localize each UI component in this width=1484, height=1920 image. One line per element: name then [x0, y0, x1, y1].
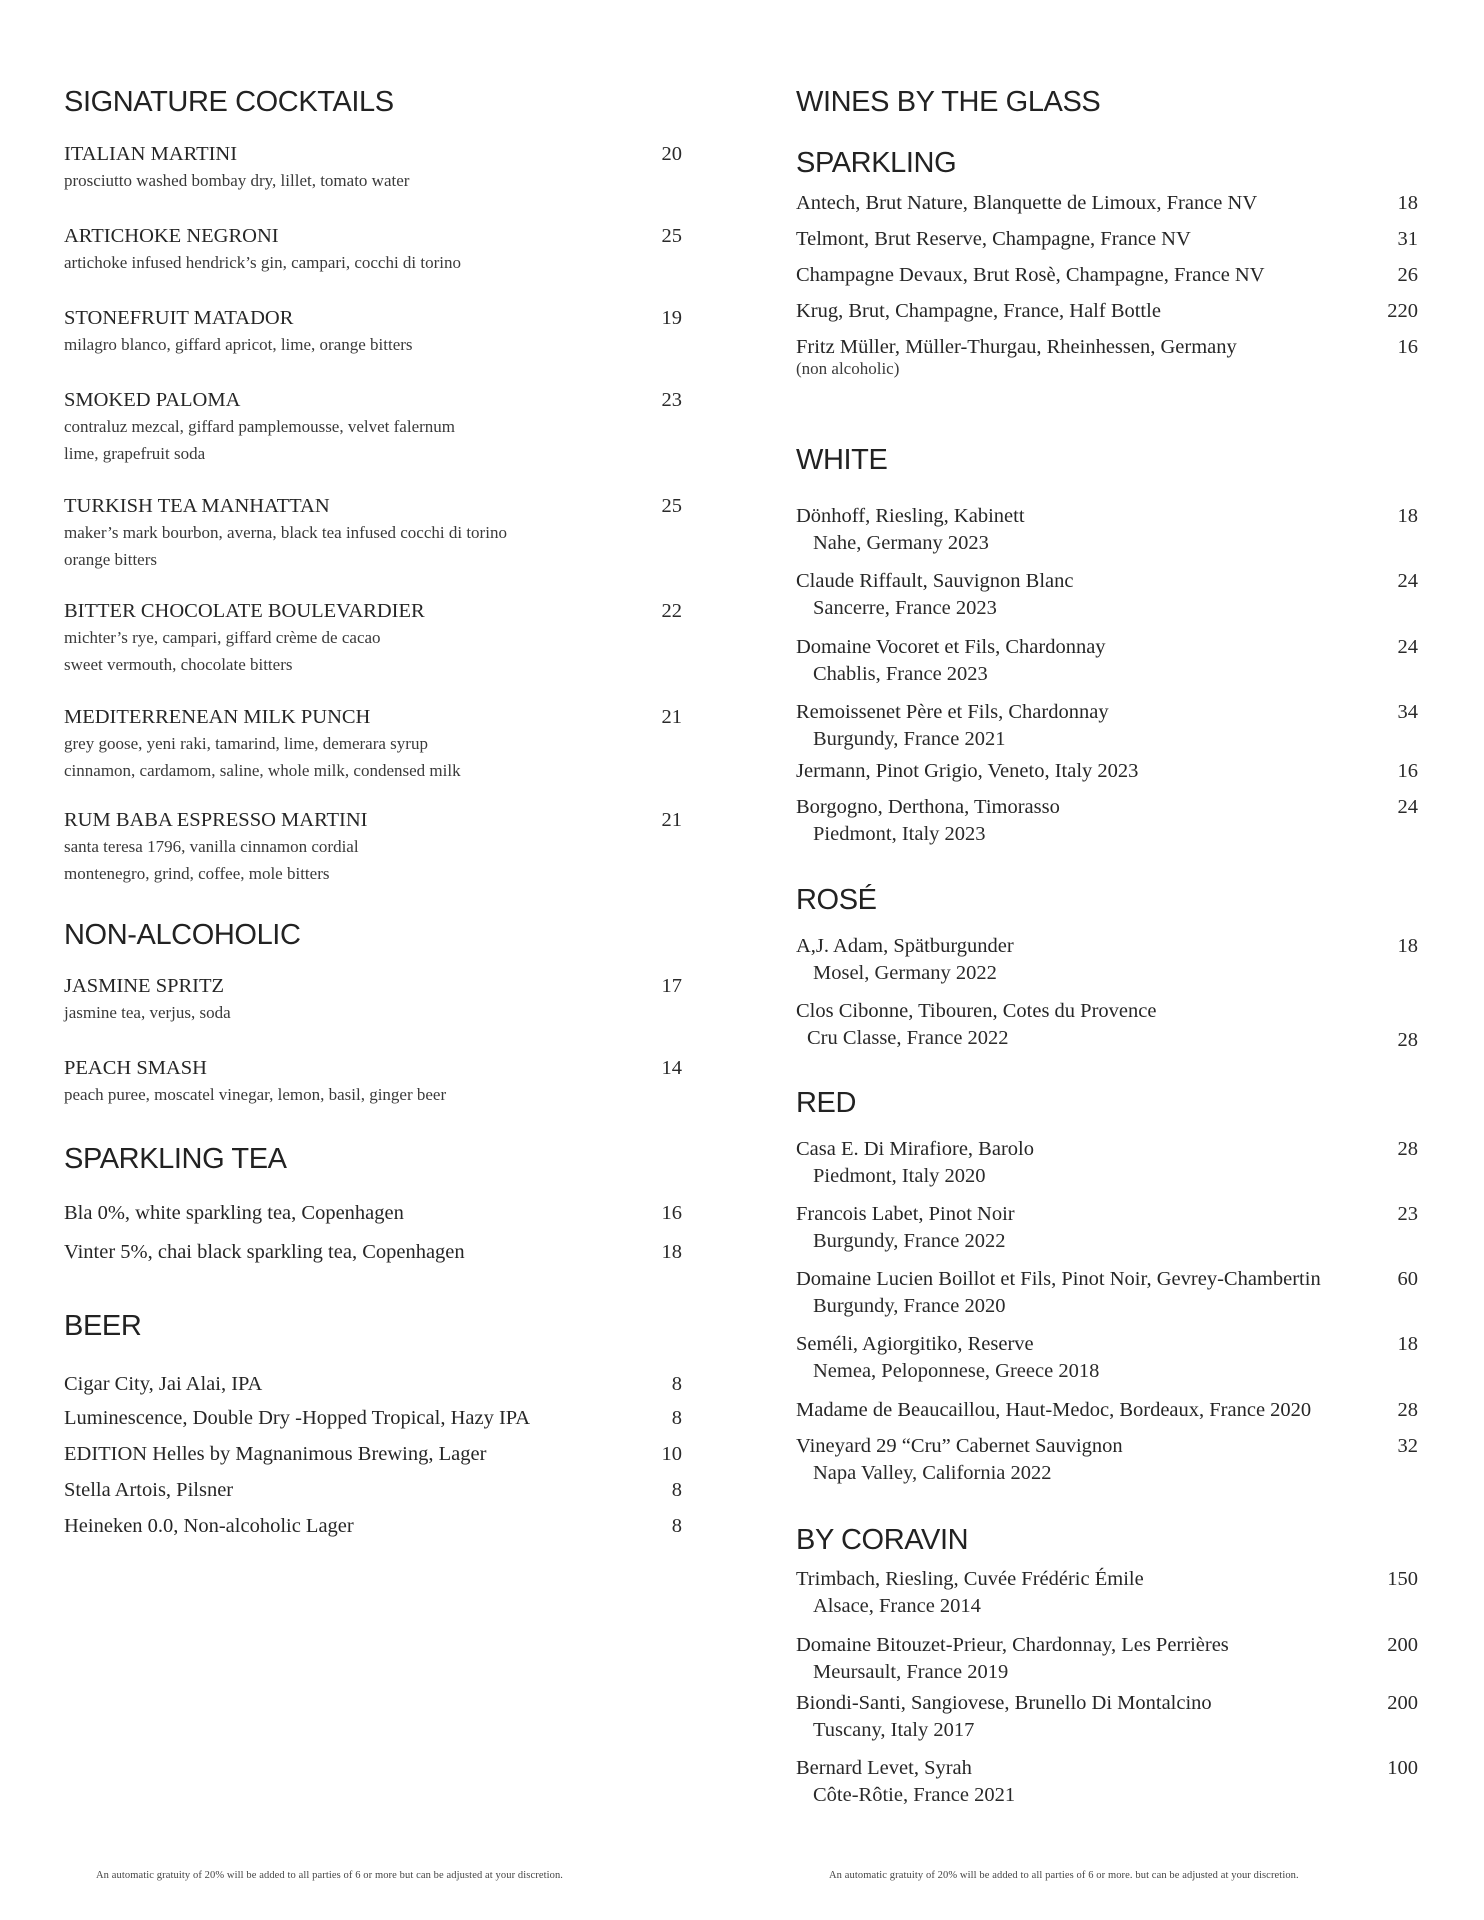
section-title-beer: BEER: [64, 1310, 142, 1342]
item-name: Domaine Bitouzet-Prieur, Chardonnay, Les Perrières: [796, 1634, 1229, 1656]
item-price: 24: [1397, 570, 1418, 592]
item-name: Telmont, Brut Reserve, Champagne, France NV: [796, 228, 1191, 250]
item-price: 60: [1397, 1268, 1418, 1290]
item-name: Domaine Vocoret et Fils, Chardonnay: [796, 636, 1106, 658]
section-title-sparkling-tea: SPARKLING TEA: [64, 1143, 287, 1175]
section-title-sparkling: SPARKLING: [796, 147, 957, 179]
item-name: Vinter 5%, chai black sparkling tea, Copenhagen: [64, 1241, 465, 1263]
wine-item: [796, 1690, 1418, 1745]
item-region: Nemea, Peloponnese, Greece 2018: [813, 1360, 1100, 1382]
item-name: Clos Cibonne, Tibouren, Cotes du Provence: [796, 1000, 1157, 1022]
item-name: Remoissenet Père et Fils, Chardonnay: [796, 701, 1109, 723]
wine-item: [796, 634, 1418, 689]
item-region: Burgundy, France 2021: [813, 728, 1006, 750]
item-name: Domaine Lucien Boillot et Fils, Pinot Noir, Gevrey-Chambertin: [796, 1268, 1321, 1290]
item-price: 18: [661, 1241, 682, 1263]
cocktail-item: [64, 223, 682, 276]
item-name: Trimbach, Riesling, Cuvée Frédéric Émile: [796, 1568, 1144, 1590]
item-name: Stella Artois, Pilsner: [64, 1479, 234, 1501]
item-name: Luminescence, Double Dry -Hopped Tropical, Hazy IPA: [64, 1407, 531, 1429]
gratuity-note-right: An automatic gratuity of 20% will be added to all parties of 6 or more. but can be adjusted at your discretion.: [829, 1870, 1299, 1881]
beer-item: [64, 1513, 682, 1539]
cocktail-item: [64, 598, 682, 678]
item-price: 21: [661, 706, 682, 728]
item-description: orange bitters: [64, 550, 157, 569]
item-name: Bernard Levet, Syrah: [796, 1757, 972, 1779]
item-name: Dönhoff, Riesling, Kabinett: [796, 505, 1025, 527]
item-description: montenegro, grind, coffee, mole bitters: [64, 864, 330, 883]
item-price: 18: [1397, 935, 1418, 957]
item-price: 200: [1387, 1634, 1418, 1656]
item-price: 28: [1397, 1138, 1418, 1160]
item-name: A,J. Adam, Spätburgunder: [796, 935, 1014, 957]
item-region: Piedmont, Italy 2020: [813, 1165, 986, 1187]
item-name: TURKISH TEA MANHATTAN: [64, 495, 330, 517]
item-region: Burgundy, France 2022: [813, 1230, 1006, 1252]
item-price: 220: [1387, 300, 1418, 322]
item-name: Krug, Brut, Champagne, France, Half Bottle: [796, 300, 1161, 322]
section-title-white: WHITE: [796, 444, 888, 476]
item-price: 8: [671, 1515, 682, 1537]
item-name: Borgogno, Derthona, Timorasso: [796, 796, 1060, 818]
item-name: EDITION Helles by Magnanimous Brewing, Lager: [64, 1443, 487, 1465]
wine-item: [796, 334, 1418, 378]
item-price: 26: [1397, 264, 1418, 286]
item-price: 200: [1387, 1692, 1418, 1714]
item-name: Champagne Devaux, Brut Rosè, Champagne, France NV: [796, 264, 1265, 286]
item-description: cinnamon, cardamom, saline, whole milk, condensed milk: [64, 761, 461, 780]
section-title-by-coravin: BY CORAVIN: [796, 1524, 969, 1556]
cocktail-item: [64, 305, 682, 358]
item-description: maker’s mark bourbon, averna, black tea infused cocchi di torino: [64, 523, 507, 542]
item-price: 24: [1397, 636, 1418, 658]
item-price: 8: [671, 1407, 682, 1429]
wine-item: [796, 1201, 1418, 1256]
item-name: Heineken 0.0, Non-alcoholic Lager: [64, 1515, 354, 1537]
item-name: Claude Riffault, Sauvignon Blanc: [796, 570, 1074, 592]
item-price: 8: [671, 1479, 682, 1501]
item-price: 18: [1397, 505, 1418, 527]
beer-item: [64, 1371, 682, 1397]
item-name: Bla 0%, white sparkling tea, Copenhagen: [64, 1202, 404, 1224]
item-name: Seméli, Agiorgitiko, Reserve: [796, 1333, 1034, 1355]
item-price: 28: [1397, 1399, 1418, 1421]
item-description: contraluz mezcal, giffard pamplemousse, velvet falernum: [64, 417, 455, 436]
item-name: RUM BABA ESPRESSO MARTINI: [64, 809, 368, 831]
item-description: milagro blanco, giffard apricot, lime, orange bitters: [64, 335, 413, 354]
wine-item: [796, 568, 1418, 623]
item-price: 22: [661, 600, 682, 622]
item-region: Tuscany, Italy 2017: [813, 1719, 975, 1741]
item-price: 17: [661, 975, 682, 997]
wine-item: [796, 794, 1418, 849]
beer-item: [64, 1477, 682, 1503]
item-price: 21: [661, 809, 682, 831]
cocktail-item: [64, 704, 682, 784]
item-name: STONEFRUIT MATADOR: [64, 307, 294, 329]
item-name: ITALIAN MARTINI: [64, 143, 238, 165]
item-region: Mosel, Germany 2022: [813, 962, 997, 984]
wine-item: [796, 933, 1418, 988]
section-title-rose: ROSÉ: [796, 884, 877, 916]
item-description: grey goose, yeni raki, tamarind, lime, demerara syrup: [64, 734, 428, 753]
cocktail-item: [64, 141, 682, 194]
item-description: peach puree, moscatel vinegar, lemon, basil, ginger beer: [64, 1085, 447, 1104]
gratuity-note-left: An automatic gratuity of 20% will be added to all parties of 6 or more but can be adjusted at your discretion.: [96, 1870, 564, 1881]
item-region: Chablis, France 2023: [813, 663, 988, 685]
item-price: 24: [1397, 796, 1418, 818]
wine-item: [796, 998, 1418, 1053]
item-price: 25: [661, 225, 682, 247]
item-description: artichoke infused hendrick’s gin, campari, cocchi di torino: [64, 253, 462, 272]
item-region: Côte-Rôtie, France 2021: [813, 1784, 1016, 1806]
item-price: 16: [1397, 760, 1418, 782]
item-name: Madame de Beaucaillou, Haut-Medoc, Bordeaux, France 2020: [796, 1399, 1312, 1421]
wine-item: [796, 262, 1418, 288]
item-name: Francois Labet, Pinot Noir: [796, 1203, 1015, 1225]
item-region: Piedmont, Italy 2023: [813, 823, 986, 845]
item-price: 14: [661, 1057, 682, 1079]
sparkling-tea-item: [64, 1200, 682, 1226]
item-name: Biondi-Santi, Sangiovese, Brunello Di Montalcino: [796, 1692, 1212, 1714]
wine-item: [796, 758, 1418, 784]
item-price: 25: [661, 495, 682, 517]
wine-item: [796, 1331, 1418, 1386]
section-title-red: RED: [796, 1087, 857, 1119]
wine-item: [796, 226, 1418, 252]
item-region: Napa Valley, California 2022: [813, 1462, 1052, 1484]
item-name: Casa E. Di Mirafiore, Barolo: [796, 1138, 1034, 1160]
wine-item: [796, 1566, 1418, 1621]
item-description: lime, grapefruit soda: [64, 444, 206, 463]
item-region: Sancerre, France 2023: [813, 597, 997, 619]
item-name: Fritz Müller, Müller-Thurgau, Rheinhessen, Germany: [796, 336, 1237, 358]
item-name: Antech, Brut Nature, Blanquette de Limoux, France NV: [796, 192, 1258, 214]
cocktail-item: [64, 387, 682, 467]
item-price: 34: [1397, 701, 1418, 723]
wine-item: [796, 1136, 1418, 1191]
section-title-non-alcoholic: NON-ALCOHOLIC: [64, 919, 301, 951]
item-name: PEACH SMASH: [64, 1057, 207, 1079]
section-title-signature-cocktails: SIGNATURE COCKTAILS: [64, 86, 394, 118]
item-name: ARTICHOKE NEGRONI: [64, 225, 279, 247]
item-price: 10: [661, 1443, 682, 1465]
item-region: Cru Classe, France 2022: [807, 1027, 1009, 1049]
non-alcoholic-item: [64, 1055, 682, 1108]
beer-item: [64, 1405, 682, 1431]
cocktail-item: [64, 493, 682, 573]
item-region: Nahe, Germany 2023: [813, 532, 989, 554]
beer-item: [64, 1441, 682, 1467]
item-price: 16: [1397, 336, 1418, 358]
item-name: MEDITERRENEAN MILK PUNCH: [64, 706, 371, 728]
item-price: 23: [1397, 1203, 1418, 1225]
cocktail-item: [64, 807, 682, 887]
item-name: Jermann, Pinot Grigio, Veneto, Italy 2023: [796, 760, 1139, 782]
item-note: (non alcoholic): [796, 359, 900, 378]
wine-item: [796, 699, 1418, 754]
sparkling-tea-item: [64, 1239, 682, 1265]
wine-item: [796, 190, 1418, 216]
item-price: 150: [1387, 1568, 1418, 1590]
item-region: Meursault, France 2019: [813, 1661, 1009, 1683]
item-name: Cigar City, Jai Alai, IPA: [64, 1373, 263, 1395]
item-price: 19: [661, 307, 682, 329]
item-description: michter’s rye, campari, giffard crème de cacao: [64, 628, 381, 647]
non-alcoholic-item: [64, 973, 682, 1026]
item-description: prosciutto washed bombay dry, lillet, tomato water: [64, 171, 410, 190]
item-price: 18: [1397, 1333, 1418, 1355]
item-price: 31: [1397, 228, 1418, 250]
section-title-wines-by-the-glass: WINES BY THE GLASS: [796, 86, 1101, 118]
item-price: 100: [1387, 1757, 1418, 1779]
item-description: santa teresa 1796, vanilla cinnamon cordial: [64, 837, 359, 856]
wine-item: [796, 1632, 1418, 1687]
item-price: 23: [661, 389, 682, 411]
item-description: jasmine tea, verjus, soda: [64, 1003, 231, 1022]
item-name: Vineyard 29 “Cru” Cabernet Sauvignon: [796, 1435, 1123, 1457]
wine-item: [796, 1755, 1418, 1810]
item-price: 18: [1397, 192, 1418, 214]
item-price: 20: [661, 143, 682, 165]
item-name: SMOKED PALOMA: [64, 389, 241, 411]
item-price: 32: [1397, 1435, 1418, 1457]
item-price: 16: [661, 1202, 682, 1224]
wine-item: [796, 1397, 1418, 1423]
item-name: BITTER CHOCOLATE BOULEVARDIER: [64, 600, 425, 622]
item-region: Alsace, France 2014: [813, 1595, 981, 1617]
wine-item: [796, 1266, 1418, 1321]
item-price: 28: [1397, 1029, 1418, 1051]
wine-item: [796, 298, 1418, 324]
item-region: Burgundy, France 2020: [813, 1295, 1006, 1317]
item-name: JASMINE SPRITZ: [64, 975, 225, 997]
wine-item: [796, 503, 1418, 558]
item-description: sweet vermouth, chocolate bitters: [64, 655, 293, 674]
item-price: 8: [671, 1373, 682, 1395]
wine-item: [796, 1433, 1418, 1488]
